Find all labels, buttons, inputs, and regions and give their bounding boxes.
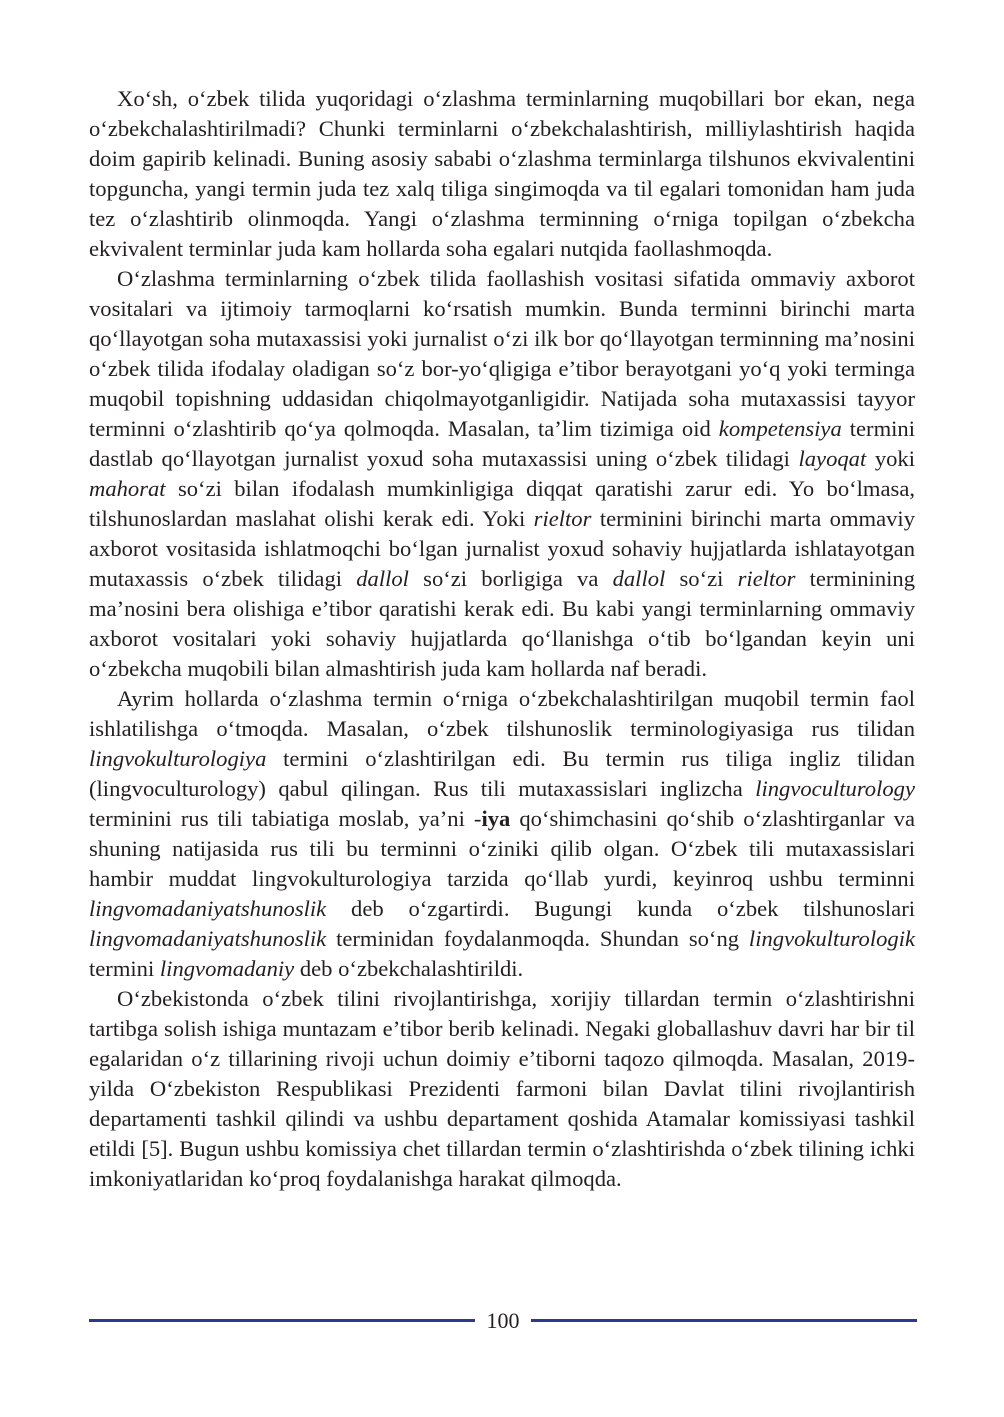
page-footer bbox=[89, 1307, 917, 1337]
italic-term: mahorat bbox=[89, 476, 166, 501]
text-run: terminini rus tili tabiatiga moslab, ya’ni - bbox=[89, 806, 482, 831]
text-run: terminining ma’nosini bera olishiga e’tibor qaratishi kerak edi. Bu kabi yangi terminlarning ommaviy axborot vositalari yoki sohaviy hujjatlarda qo‘llanishga o‘tib bo‘lgandan keyin uni o‘zbekcha muqobili bilan almashtirish juda kam hollarda naf beradi. bbox=[89, 566, 915, 681]
italic-term: kompetensiya bbox=[718, 416, 842, 441]
text-run: so‘zi borligiga va bbox=[408, 566, 613, 591]
bold-suffix: iya bbox=[481, 806, 511, 831]
paragraph-4 bbox=[89, 984, 915, 1194]
text-run: termini o‘zlashtirilgan edi. Bu termin rus tiliga ingliz tilidan (lingvoculturology) qabul qilingan. Rus tili mutaxassislari inglizcha bbox=[89, 746, 915, 801]
text-run: Xo‘sh, o‘zbek tilida yuqoridagi o‘zlashma terminlarning muqobillari bor ekan, nega o‘zbekchalashtirilmadi? Chunki terminlarni o‘zbekchalashtirish, milliylashtirish haqida doim gapirib kelinadi. Buning asosiy sababi o‘zlashma terminlarga tilshunos ekvivalentini topguncha, yangi termin juda tez xalq tiliga singimoqda va til egalari tomonidan ham juda tez o‘zlashtirib olinmoqda. Yangi o‘zlashma terminning o‘rniga topilgan o‘zbekcha ekvivalent terminlar juda kam hollarda soha egalari nutqida faollashmoqda. bbox=[89, 86, 915, 261]
italic-term: dallol bbox=[356, 566, 409, 591]
text-run: qo‘shimchasini qo‘shib o‘zlashtirganlar va shuning natijasida rus tili bu terminni o‘ziniki qilib olgan. O‘zbek tili mutaxassislari hambir muddat lingvokulturologiya tarzida qo‘llab yurdi, keyinroq ushbu terminni bbox=[89, 806, 915, 891]
text-run: deb o‘zbekchalashtirildi. bbox=[294, 956, 524, 981]
footer-rule-left bbox=[89, 1319, 475, 1322]
text-run: yoki bbox=[866, 446, 915, 471]
paragraph-3 bbox=[89, 684, 915, 984]
text-run: so‘zi bilan ifodalash mumkinligiga diqqat qaratishi zarur edi. Yo bo‘lmasa, tilshunoslardan maslahat olishi kerak edi. Yoki bbox=[89, 476, 915, 531]
text-run: so‘zi bbox=[665, 566, 738, 591]
page-number: 100 bbox=[486, 1308, 520, 1333]
italic-term: lingvoculturology bbox=[755, 776, 915, 801]
italic-term: lingvomadaniy bbox=[159, 956, 295, 981]
italic-term: rieltor bbox=[737, 566, 796, 591]
italic-term: lingvomadaniyatshunoslik bbox=[89, 926, 327, 951]
italic-term: dallol bbox=[612, 566, 666, 591]
paragraph-1 bbox=[89, 84, 915, 264]
text-run: termini dastlab qo‘llayotgan jurnalist yoxud soha mutaxassisi uning o‘zbek tilidagi bbox=[89, 416, 915, 471]
text-run: O‘zbekistonda o‘zbek tilini rivojlantirishga, xorijiy tillardan termin o‘zlashtirishni tartibga solish ishiga muntazam e’tibor berib kelinadi. Negaki globallashuv davri har bir til egalaridan o‘z tillarining rivoji uchun doimiy e’tiborni taqozo qilmoqda. Masalan, 2019-yilda O‘zbekiston Respublikasi Prezidenti farmoni bilan Davlat tilini rivojlantirish departamenti tashkil qilindi va ushbu departament qoshida Atamalar komissiyasi tashkil etildi [5]. Bugun ushbu komissiya chet tillardan termin o‘zlashtirishda o‘zbek tilining ichki imkoniyatlaridan ko‘proq foydalanishga harakat qilmoqda. bbox=[89, 986, 915, 1191]
italic-term: rieltor bbox=[533, 506, 592, 531]
italic-term: layoqat bbox=[798, 446, 867, 471]
footer-rule-right bbox=[531, 1319, 917, 1322]
italic-term: lingvokulturologiya bbox=[89, 746, 267, 771]
text-run: deb o‘zgartirdi. Bugungi kunda o‘zbek tilshunoslari bbox=[326, 896, 915, 921]
paragraph-2 bbox=[89, 264, 915, 684]
text-run: Ayrim hollarda o‘zlashma termin o‘rniga o‘zbekchalashtirilgan muqobil termin faol ishlatilishga o‘tmoqda. Masalan, o‘zbek tilshunoslik terminologiyasiga rus tilidan bbox=[89, 686, 915, 741]
text-run: terminidan foydalanmoqda. Shundan so‘ng bbox=[326, 926, 749, 951]
text-run: termini bbox=[89, 956, 160, 981]
italic-term: lingvomadaniyatshunoslik bbox=[89, 896, 327, 921]
italic-term: lingvokulturologik bbox=[748, 926, 915, 951]
text-run: terminini birinchi marta ommaviy axborot vositasida ishlatmoqchi bo‘lgan jurnalist yoxud sohaviy hujjatlarda ishlatayotgan mutaxassis o‘zbek tilidagi bbox=[89, 506, 915, 591]
text-run: O‘zlashma terminlarning o‘zbek tilida faollashish vositasi sifatida ommaviy axborot vositalari va ijtimoiy tarmoqlarni ko‘rsatish mumkin. Bunda terminni birinchi marta qo‘llayotgan soha mutaxassisi yoki jurnalist o‘zi ilk bor qo‘llayotgan terminning ma’nosini o‘zbek tilida ifodalay oladigan so‘z bor-yo‘qligiga e’tibor berayotgani yo‘q yoki terminga muqobil topishning uddasidan chiqolmayotganligidir. Natijada soha mutaxassisi tayyor terminni o‘zlashtirib qo‘ya qolmoqda. Masalan, ta’lim tizimiga oid bbox=[89, 266, 915, 441]
page-body bbox=[89, 84, 915, 1194]
